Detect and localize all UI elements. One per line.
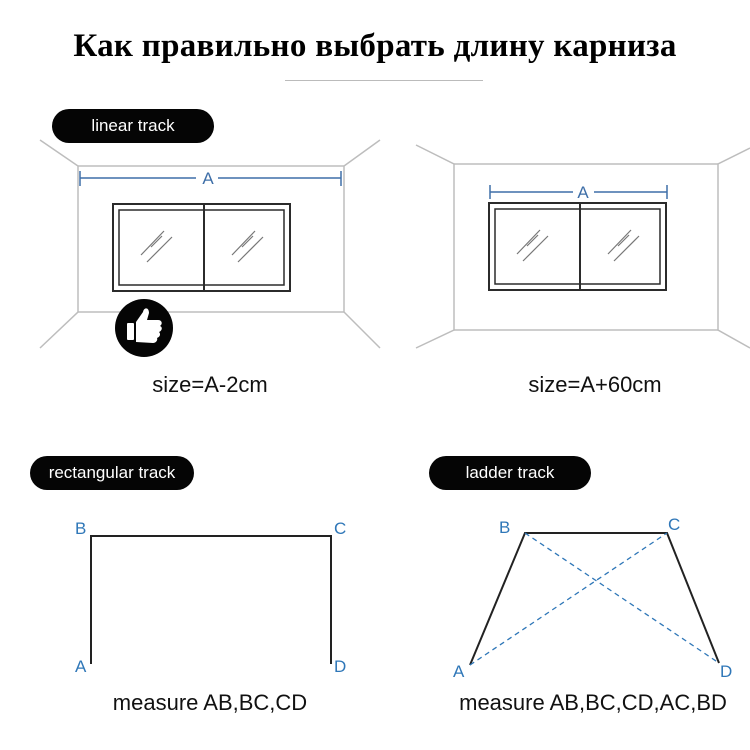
ladder-track-label: ladder track — [429, 456, 591, 490]
ladder-diagonal-bd — [525, 533, 719, 663]
page-title: Как правильно выбрать длину карниза — [73, 28, 677, 64]
ladder-track-shape — [470, 533, 719, 665]
rect-point-b: B — [75, 519, 87, 538]
rectangular-track-caption: measure AB,BC,CD — [112, 690, 308, 715]
ladder-point-c: C — [668, 515, 681, 534]
room2-left-wall — [416, 145, 454, 348]
room-outside-recess — [416, 145, 750, 348]
rect-point-c: C — [334, 519, 347, 538]
room1-left-wall — [40, 140, 78, 348]
ladder-point-a: A — [453, 662, 465, 681]
rectangular-track-shape — [91, 536, 331, 664]
rect-point-d: D — [334, 657, 347, 676]
outside-mount-caption: size=A+60cm — [528, 372, 662, 397]
ladder-point-b: B — [499, 518, 511, 537]
rect-point-a: A — [75, 657, 87, 676]
thumbs-up-icon — [115, 299, 173, 357]
room1-dimension-label: A — [202, 169, 214, 188]
room2-right-wall — [718, 148, 750, 348]
ladder-point-d: D — [720, 662, 733, 681]
room2-dimension-label: A — [577, 183, 589, 202]
linear-track-caption: size=A-2cm — [152, 372, 268, 397]
room1-right-wall — [344, 140, 380, 348]
ladder-track-caption: measure AB,BC,CD,AC,BD — [459, 690, 727, 715]
linear-track-label: linear track — [52, 109, 214, 143]
room2-window — [489, 203, 666, 290]
rectangular-track-label: rectangular track — [30, 456, 194, 490]
room1-window — [113, 204, 290, 291]
ladder-diagonal-ac — [470, 533, 667, 665]
